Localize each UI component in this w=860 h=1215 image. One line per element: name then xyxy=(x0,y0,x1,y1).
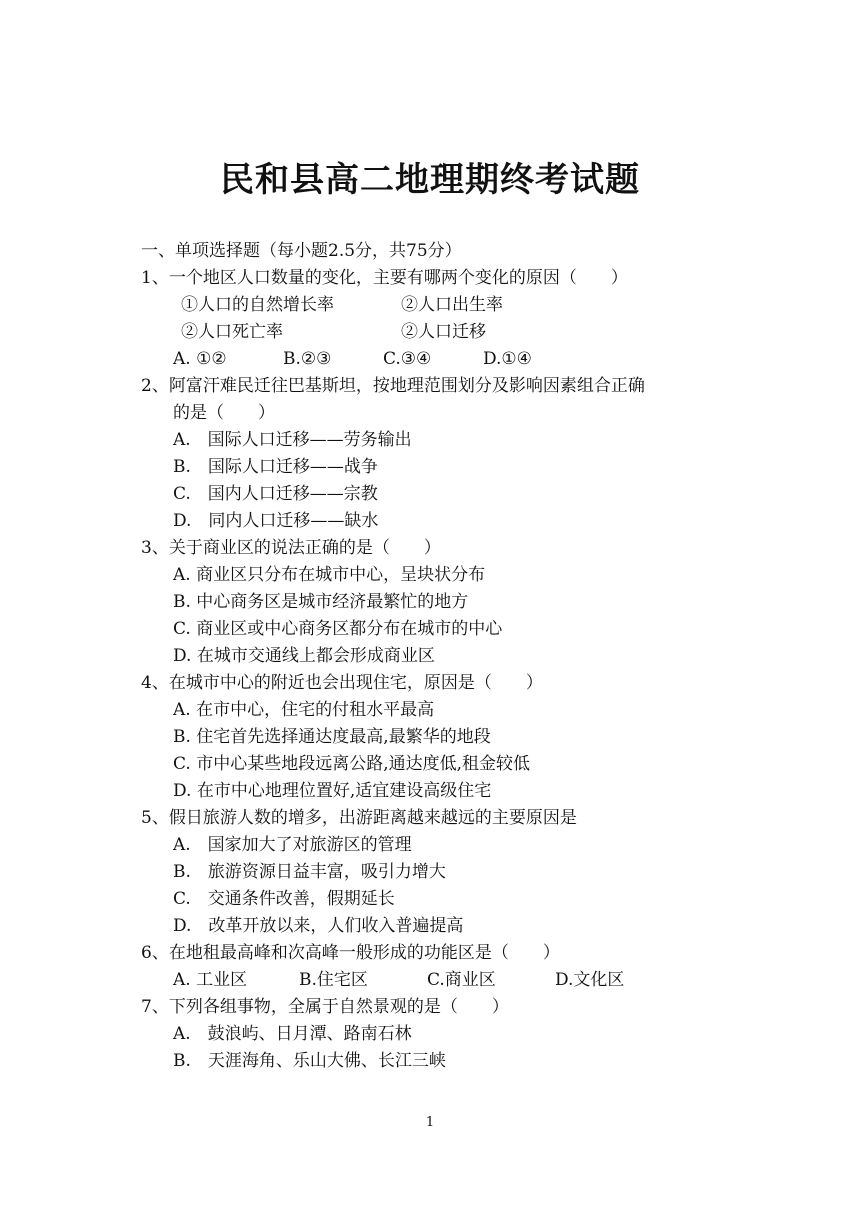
sub-item-row xyxy=(141,292,741,319)
question-stem: 5、假日旅游人数的增多，出游距离越来越远的主要原因是 xyxy=(141,808,577,828)
option: A. ①② xyxy=(173,349,227,369)
exam-content xyxy=(141,238,741,1075)
option: C. 国内人口迁移——宗教 xyxy=(173,484,378,504)
option: B. 中心商务区是城市经济最繁忙的地方 xyxy=(173,592,469,612)
option: B.住宅区 xyxy=(299,970,368,990)
question-stem-continued: 的是（ ） xyxy=(173,403,275,423)
option: A. 商业区只分布在城市中心，呈块状分布 xyxy=(173,565,486,585)
option: A. 国际人口迁移——劳务输出 xyxy=(173,430,412,450)
option: D. 在市中心地理位置好,适宜建设高级住宅 xyxy=(173,781,492,801)
option: D. 同内人口迁移——缺水 xyxy=(173,511,379,531)
question-stem: 7、下列各组事物，全属于自然景观的是（ ） xyxy=(141,997,509,1017)
option: D. 改革开放以来，人们收入普遍提高 xyxy=(173,916,464,936)
question-stem: 4、在城市中心的附近也会出现住宅，原因是（ ） xyxy=(141,673,543,693)
option: B. 旅游资源日益丰富，吸引力增大 xyxy=(173,862,446,882)
sub-item: ①人口的自然增长率 xyxy=(181,295,334,315)
option: A. 在市中心，住宅的付租水平最高 xyxy=(173,700,435,720)
option: B. 国际人口迁移——战争 xyxy=(173,457,378,477)
option: A. 国家加大了对旅游区的管理 xyxy=(173,835,412,855)
option: C. 交通条件改善，假期延长 xyxy=(173,889,395,909)
option: A. 鼓浪屿、日月潭、路南石林 xyxy=(173,1024,412,1044)
question-stem: 1、一个地区人口数量的变化，主要有哪两个变化的原因（ ） xyxy=(141,268,628,288)
option: D.文化区 xyxy=(555,970,625,990)
question-stem: 3、关于商业区的说法正确的是（ ） xyxy=(141,538,441,558)
option: B.②③ xyxy=(283,349,332,369)
sub-item: ②人口出生率 xyxy=(401,295,503,315)
option: B. 住宅首先选择通达度最高,最繁华的地段 xyxy=(173,727,491,747)
option: C. 商业区或中心商务区都分布在城市的中心 xyxy=(173,619,503,639)
sub-item-row xyxy=(141,319,741,346)
section-header: 一、单项选择题（每小题2.5分，共75分） xyxy=(141,241,462,261)
page-number: 1 xyxy=(425,1115,435,1130)
option: D.①④ xyxy=(483,349,532,369)
sub-item: ②人口迁移 xyxy=(401,322,486,342)
page-title: 民和县高二地理期终考试题 xyxy=(220,160,640,200)
option-row xyxy=(141,967,741,994)
option: C.商业区 xyxy=(427,970,496,990)
option: C.③④ xyxy=(383,349,432,369)
question-stem: 2、阿富汗难民迁往巴基斯坦，按地理范围划分及影响因素组合正确 xyxy=(141,376,645,396)
option: A. 工业区 xyxy=(173,970,248,990)
question-stem: 6、在地租最高峰和次高峰一般形成的功能区是（ ） xyxy=(141,943,560,963)
option: D. 在城市交通线上都会形成商业区 xyxy=(173,646,435,666)
option-row xyxy=(141,346,741,373)
option: C. 市中心某些地段远离公路,通达度低,租金较低 xyxy=(173,754,531,774)
option: B. 天涯海角、乐山大佛、长江三峡 xyxy=(173,1051,446,1071)
sub-item: ②人口死亡率 xyxy=(181,322,283,342)
